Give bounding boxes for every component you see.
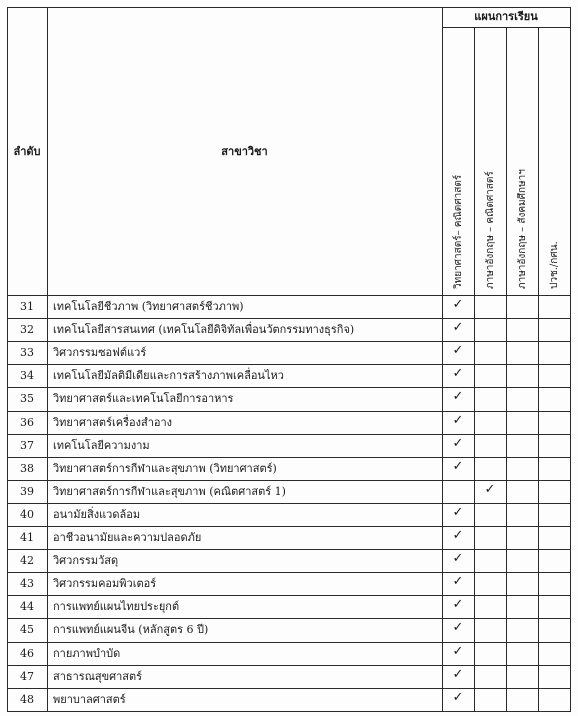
check-mark-icon: ✓ [452,297,464,312]
check-mark-icon: ✓ [452,458,464,474]
row-number: 45 [20,623,34,637]
row-subject: เทคโนโลยีมัลติมีเดียและการสร้างภาพเคลื่อนไหว [53,369,284,383]
row-divider [7,457,570,458]
check-mark-icon: ✓ [452,689,464,705]
check-mark-icon: ✓ [452,620,464,636]
row-subject: อาชีวอนามัยและความปลอดภัย [53,531,202,544]
row-divider [7,526,570,527]
row-number: 31 [20,300,34,313]
row-subject: พยาบาลศาสตร์ [53,692,126,706]
row-subject: วิทยาศาสตร์เครื่องสำอาง [53,415,173,429]
row-subject: การแพทย์แผนจีน (หลักสูตร 6 ปี) [53,623,209,637]
check-mark-icon: ✓ [452,643,464,659]
row-number: 35 [20,392,34,406]
row-divider [7,341,570,342]
row-subject: อนามัยสิ่งแวดล้อม [53,507,141,521]
row-subject: กายภาพบำบัด [53,646,121,660]
header-divider [7,295,570,296]
row-divider [7,595,570,596]
row-subject: วิศวกรรมวัสดุ [53,554,119,568]
row-number: 47 [20,669,34,683]
plan-header-2: ภาษาอังกฤษ – คณิตศาสตร์ [485,171,496,289]
row-number: 42 [20,554,34,568]
plan-header-4: ปวช./กศน. [549,241,560,289]
row-number: 34 [20,369,34,383]
plan-header-1: วิทยาศาสตร์– คณิตศาสตร์ [453,174,464,289]
column-divider [538,27,539,711]
row-divider [7,642,570,643]
check-mark-icon: ✓ [452,366,464,382]
check-mark-icon: ✓ [452,435,464,451]
row-number: 40 [20,507,34,521]
row-number: 39 [20,484,34,498]
row-divider [7,503,570,504]
row-subject: วิศวกรรมซอฟต์แวร์ [53,346,147,360]
row-divider [7,572,570,573]
check-mark-icon: ✓ [484,481,496,497]
group-header-study-plan: แผนการเรียน [474,10,538,23]
row-divider [7,387,570,388]
row-divider [7,364,570,365]
row-divider [7,318,570,319]
row-divider [7,665,570,666]
row-number: 48 [20,692,34,706]
row-subject: เทคโนโลยีชีวภาพ (วิทยาศาสตร์ชีวภาพ) [53,300,244,313]
check-mark-icon: ✓ [452,389,464,405]
group-header-divider [442,27,570,28]
row-number: 41 [20,531,34,544]
row-subject: สาธารณสุขศาสตร์ [53,669,143,683]
check-mark-icon: ✓ [452,504,464,520]
row-divider [7,618,570,619]
table-border-bottom [7,711,571,712]
check-mark-icon: ✓ [452,412,464,428]
row-subject: วิทยาศาสตร์การกีฬาและสุขภาพ (วิทยาศาสตร์) [53,461,277,475]
column-divider [570,7,571,711]
row-number: 38 [20,461,34,475]
check-mark-icon: ✓ [452,528,464,543]
row-subject: วิทยาศาสตร์การกีฬาและสุขภาพ (คณิตศาสตร์ 1) [53,484,286,498]
row-number: 32 [20,323,34,337]
table-border-top [7,7,570,8]
column-divider [506,27,507,711]
column-header-subject: สาขาวิชา [221,145,268,158]
check-mark-icon: ✓ [452,574,464,590]
row-subject: วิทยาศาสตร์และเทคโนโลยีการอาหาร [53,392,234,406]
row-subject: เทคโนโลยีสารสนเทศ (เทคโนโลยีดิจิทัลเพื่อนวัตกรรมทางธุรกิจ) [53,323,355,337]
row-divider [7,549,570,550]
plan-header-3: ภาษาอังกฤษ – สังคมศึกษาฯ [517,169,528,289]
row-divider [7,434,570,435]
row-divider [7,411,570,412]
check-mark-icon: ✓ [452,320,464,336]
row-number: 36 [20,415,34,429]
row-number: 37 [20,438,34,452]
row-number: 33 [20,346,34,360]
row-number: 44 [20,600,34,614]
check-mark-icon: ✓ [452,551,464,567]
column-header-no: ลำดับ [13,145,41,158]
row-number: 43 [20,577,34,591]
row-divider [7,688,570,689]
row-subject: เทคโนโลยีความงาม [53,438,150,452]
column-divider [474,27,475,711]
row-divider [7,480,570,481]
column-divider [47,7,48,711]
check-mark-icon: ✓ [452,343,464,359]
check-mark-icon: ✓ [452,666,464,682]
check-mark-icon: ✓ [452,597,464,613]
row-subject: วิศวกรรมคอมพิวเตอร์ [53,577,157,591]
row-subject: การแพทย์แผนไทยประยุกต์ [53,600,180,614]
row-number: 46 [20,646,34,660]
